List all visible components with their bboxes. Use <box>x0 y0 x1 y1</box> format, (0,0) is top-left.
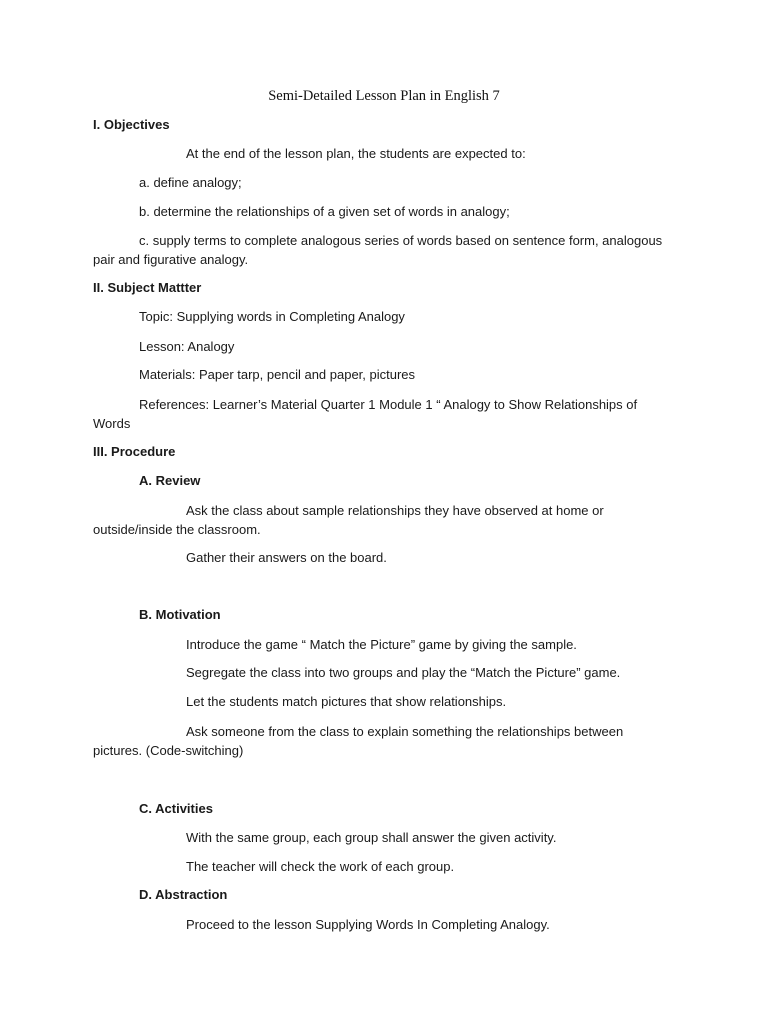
document-title: Semi-Detailed Lesson Plan in English 7 <box>268 88 500 104</box>
objectives-heading: I. Objectives <box>93 117 170 132</box>
activities-heading: C. Activities <box>139 801 213 816</box>
subject-references: References: Learner’s Material Quarter 1 Module 1 “ Analogy to Show Relationships of Words <box>93 397 638 431</box>
subject-materials: Materials: Paper tarp, pencil and paper, pictures <box>139 367 416 382</box>
subject-lesson: Lesson: Analogy <box>139 339 235 354</box>
objective-item-a: a. define analogy; <box>139 175 242 190</box>
motivation-paragraph-3: Let the students match pictures that show relationships. <box>186 694 507 709</box>
review-heading: A. Review <box>139 473 201 488</box>
activities-paragraph-1: With the same group, each group shall answer the given activity. <box>186 830 557 845</box>
motivation-paragraph-2: Segregate the class into two groups and play the “Match the Picture” game. <box>186 665 621 680</box>
objective-item-c: c. supply terms to complete analogous series of words based on sentence form, analogous pair and figurative analogy. <box>93 233 663 267</box>
abstraction-heading: D. Abstraction <box>139 887 228 902</box>
review-paragraph-1: Ask the class about sample relationships they have observed at home or outside/inside the classroom. <box>93 503 604 537</box>
review-paragraph-2: Gather their answers on the board. <box>186 550 387 565</box>
subject-matter-heading: II. Subject Mattter <box>93 280 202 295</box>
objective-item-b: b. determine the relationships of a given set of words in analogy; <box>139 204 510 219</box>
subject-topic: Topic: Supplying words in Completing Analogy <box>139 309 405 324</box>
motivation-heading: B. Motivation <box>139 607 221 622</box>
motivation-paragraph-4: Ask someone from the class to explain something the relationships between pictures. (Code-switching) <box>93 724 624 758</box>
abstraction-paragraph-1: Proceed to the lesson Supplying Words In Completing Analogy. <box>186 917 550 932</box>
objectives-intro: At the end of the lesson plan, the students are expected to: <box>186 146 526 161</box>
activities-paragraph-2: The teacher will check the work of each group. <box>186 859 455 874</box>
procedure-heading: III. Procedure <box>93 444 176 459</box>
motivation-paragraph-1: Introduce the game “ Match the Picture” game by giving the sample. <box>186 637 577 652</box>
